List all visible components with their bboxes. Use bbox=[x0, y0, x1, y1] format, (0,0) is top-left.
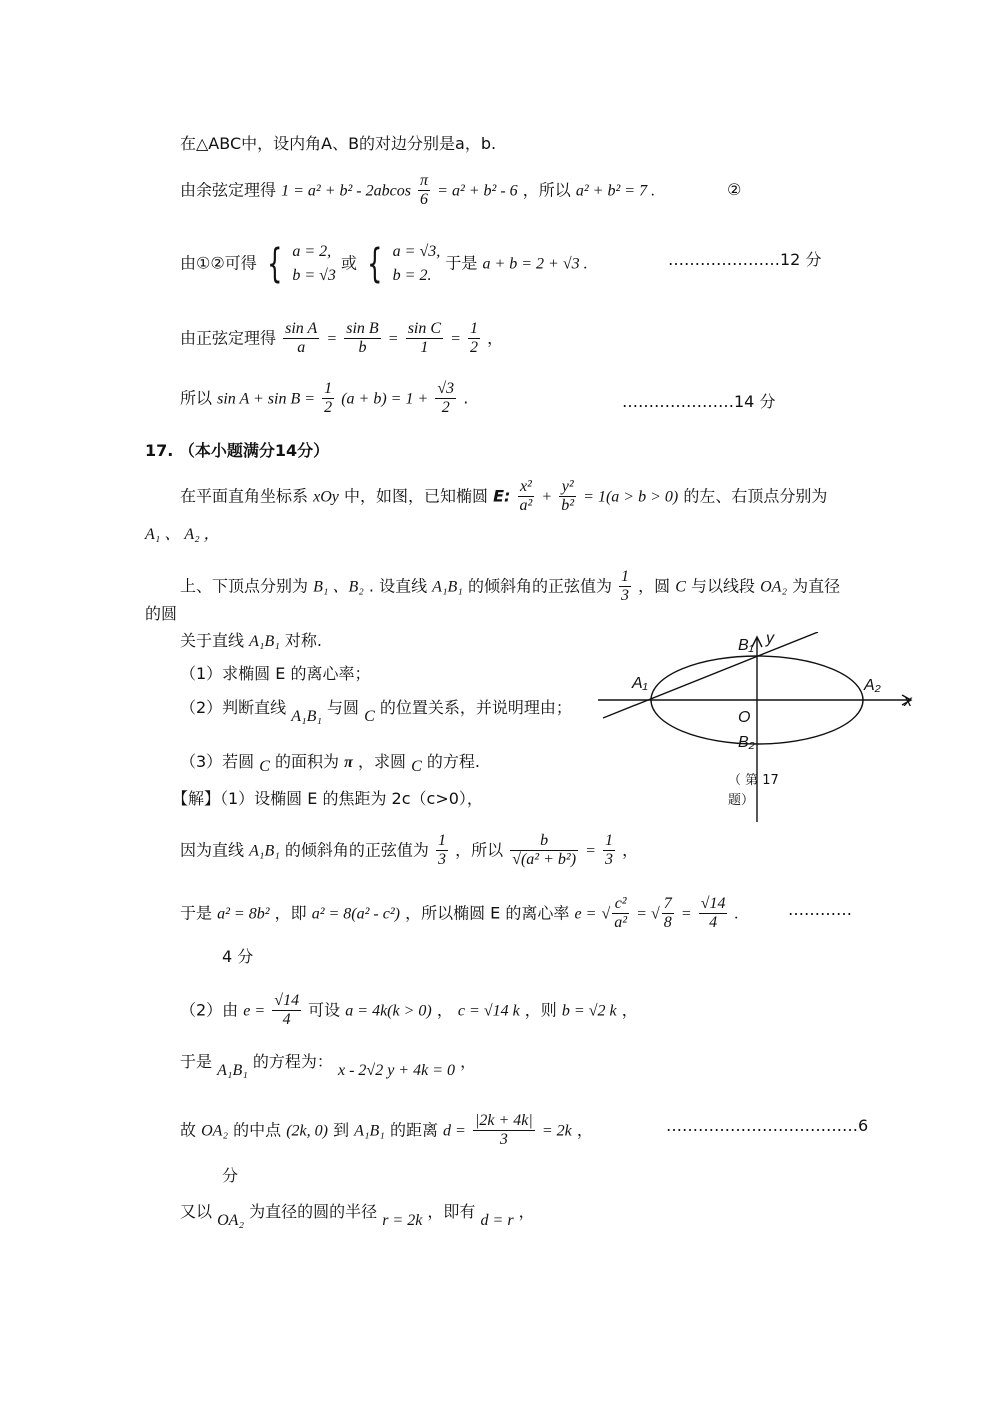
system1-a: a = 2, bbox=[292, 243, 332, 260]
den: 2 bbox=[324, 399, 333, 417]
q17-part-2 bbox=[180, 698, 572, 725]
fraction-sqrt14-4 bbox=[699, 895, 728, 933]
q17-l1f: 的左、右顶点分别为 bbox=[683, 486, 828, 506]
num: √14 bbox=[274, 992, 300, 1009]
num: √14 bbox=[700, 895, 726, 912]
fraction-one-third-2 bbox=[603, 832, 615, 870]
label-O: O bbox=[738, 709, 751, 726]
score-4: 4 分 bbox=[222, 947, 254, 966]
sol7d: 到 bbox=[333, 1120, 350, 1140]
label-B1: B₁ bbox=[738, 637, 754, 654]
den: b bbox=[344, 338, 380, 357]
num: sin B bbox=[346, 320, 379, 337]
brace-icon: { bbox=[266, 241, 283, 287]
label-A1: A₁ bbox=[632, 675, 648, 692]
line3-prefix: 由①②可得 bbox=[180, 253, 257, 273]
sol9-OA2: OA₂ bbox=[217, 1212, 244, 1229]
sol7g: = 2k bbox=[541, 1122, 572, 1140]
sol6d: ， bbox=[460, 1052, 477, 1071]
score-6: ………………………………6 bbox=[666, 1116, 869, 1135]
sol5e: c = √14 k bbox=[457, 1002, 520, 1020]
num: |2k + 4k| bbox=[474, 1112, 533, 1129]
den: 3 bbox=[437, 851, 446, 869]
score-12: …………………12 分 bbox=[668, 250, 822, 269]
sol2a: 因为直线 bbox=[180, 840, 245, 860]
figure-caption-1: （ 第 17 bbox=[728, 773, 779, 788]
sol5g: b = √2 k bbox=[561, 1002, 617, 1020]
sol2b: 的倾斜角的正弦值为 bbox=[284, 840, 429, 860]
sol5b: 可设 bbox=[308, 1000, 341, 1020]
line1-text: 在△ABC中，设内角A、B的对边分别是a，b. bbox=[180, 134, 497, 153]
num: 1 bbox=[324, 380, 333, 397]
system2-b: b = 2. bbox=[392, 267, 432, 284]
score-14: …………………14 分 bbox=[622, 392, 776, 411]
q17-p3-circle2: C bbox=[411, 758, 422, 775]
sol3e: ，所以椭圆 E 的离心率 bbox=[405, 903, 570, 923]
num: y² bbox=[561, 478, 574, 495]
system-1 bbox=[292, 240, 336, 288]
sol5f: ，则 bbox=[524, 1000, 557, 1020]
label-B2: B₂ bbox=[738, 734, 755, 751]
sol5c: a = 4k(k > 0) bbox=[345, 1002, 432, 1020]
den: 3 bbox=[473, 1130, 535, 1149]
circle-2: ② bbox=[727, 180, 742, 199]
fraction-distance bbox=[473, 1112, 535, 1150]
q17-part-1: （1）求椭圆 E 的离心率； bbox=[180, 664, 371, 683]
sol7h: ， bbox=[576, 1120, 593, 1140]
den: 2 bbox=[470, 339, 479, 357]
q17-p2-line: A₁B₁ bbox=[291, 708, 322, 725]
sol9f: ， bbox=[518, 1202, 535, 1221]
q17-l5b: A₁B₁ bbox=[249, 633, 280, 650]
q17-part-3 bbox=[180, 752, 480, 775]
line3-then: 于是 bbox=[445, 253, 478, 273]
den: a² bbox=[614, 914, 628, 932]
num: 1 bbox=[437, 832, 446, 849]
num: √3 bbox=[437, 380, 455, 397]
label-A2: A₂ bbox=[864, 677, 881, 694]
sol3a: 于是 bbox=[180, 903, 213, 923]
q17-l3f: ，圆 bbox=[638, 576, 671, 596]
label-y: y bbox=[766, 632, 774, 647]
q17-p2c: 的位置关系，并说明理由； bbox=[379, 698, 572, 717]
system1-b: b = √3 bbox=[292, 267, 336, 284]
text-line-1 bbox=[180, 134, 496, 153]
num: 1 bbox=[605, 832, 613, 849]
line4-prefix: 由正弦定理得 bbox=[180, 328, 277, 348]
sol6-line: A₁B₁ bbox=[217, 1062, 248, 1079]
sol6b: 的方程为： bbox=[252, 1052, 333, 1071]
q17-l1d: E: bbox=[493, 486, 511, 506]
q17-l1e: = 1(a > b > 0) bbox=[583, 488, 679, 506]
den: a² bbox=[519, 497, 533, 515]
frac-num: π bbox=[420, 172, 429, 189]
question-17-title: 17. （本小题满分14分） bbox=[145, 441, 330, 460]
sol9b: 为直径的圆的半径 bbox=[249, 1202, 378, 1221]
q17-l3i: OA₂ bbox=[760, 578, 788, 596]
q17-l3h: 与以线段 bbox=[691, 576, 756, 596]
q17-p2b: 与圆 bbox=[327, 698, 360, 717]
q17-line-1: 在平面直角坐标系 xOy 中，如图，已知椭圆 E: $\frac{\text{x²}}{\text{a²}}$ + $\frac{\text{y²}}{\text{b²}}$ = 1(a > b > 0) 的左、右顶点分别为 bbox=[180, 478, 828, 515]
num: 1 bbox=[621, 568, 630, 585]
fraction-7-8 bbox=[662, 895, 674, 933]
sol6c: x - 2√2 y + 4k = 0 bbox=[337, 1062, 455, 1079]
q17-p3d: 的方程. bbox=[426, 752, 480, 771]
q17-l3b: B₁ 、B₂ bbox=[313, 578, 364, 596]
q17-p3a: （3）若圆 bbox=[180, 752, 255, 771]
q17-p2-circle: C bbox=[364, 708, 375, 725]
line2-result: a² + b² = 7 . bbox=[575, 182, 656, 200]
solution-line-3: 于是 a² = 8b² ，即 a² = 8(a² - c²) ，所以椭圆 E 的离心率 e = √ $\frac{\text{c²}}{\text{a²}}$ = √ $\frac{7}{8}$ = $\frac{√14}{4}$ . bbox=[180, 895, 739, 932]
den: 3 bbox=[621, 587, 630, 605]
num: x² bbox=[519, 478, 532, 495]
solution-line-6 bbox=[180, 1052, 477, 1079]
sol5-e: e = bbox=[243, 1002, 266, 1020]
text-line-2 bbox=[180, 172, 655, 210]
sol5h: ， bbox=[621, 1000, 638, 1020]
q17-l5a: 关于直线 bbox=[180, 631, 245, 650]
num: 7 bbox=[663, 895, 672, 912]
q17-l3j: 为直径 bbox=[792, 576, 841, 596]
line5-math: sin A + sin B = bbox=[217, 390, 316, 408]
fraction-one-third bbox=[436, 832, 448, 870]
num: 1 bbox=[470, 320, 479, 337]
fraction-b-sqrt bbox=[510, 832, 578, 870]
sol7b: 的中点 bbox=[233, 1120, 282, 1140]
q17-line-5 bbox=[180, 631, 322, 651]
sol7c: (2k, 0) bbox=[286, 1122, 328, 1140]
sol7f: d = bbox=[443, 1122, 466, 1140]
fraction-sqrt14-4 bbox=[272, 992, 301, 1030]
fraction-half bbox=[322, 380, 334, 418]
brace-icon: { bbox=[367, 241, 383, 287]
frac-den: 6 bbox=[418, 190, 430, 209]
system-2 bbox=[393, 240, 441, 288]
solution-line-7 bbox=[180, 1112, 593, 1150]
den: 4 bbox=[272, 1010, 301, 1029]
den: 3 bbox=[605, 851, 613, 869]
q17-p3-pi: π bbox=[344, 754, 353, 771]
den: 1 bbox=[406, 338, 443, 357]
q17-line-4: 的圆 bbox=[145, 604, 178, 623]
q17-p3-circle: C bbox=[259, 758, 270, 775]
ellipse-figure bbox=[598, 632, 918, 832]
q17-l3d: A₁B₁ bbox=[432, 578, 463, 596]
q17-l5c: 对称. bbox=[284, 631, 322, 650]
q17-l1a: 在平面直角坐标系 bbox=[180, 486, 309, 506]
den: 4 bbox=[699, 913, 728, 932]
sol7-OA2: OA₂ bbox=[201, 1122, 228, 1140]
text-line-4: 由正弦定理得 $\frac{\text{sin A}}{a}$ = $\frac{\text{sin B}}{b}$ = $\frac{\text{sin C}}{1}$ = $\frac{1}{2}$ ， bbox=[180, 320, 504, 357]
den: b² bbox=[561, 497, 575, 515]
line2-prefix: 由余弦定理得 bbox=[180, 180, 277, 200]
line3-or: 或 bbox=[341, 253, 358, 273]
sol9d: ，即有 bbox=[427, 1202, 476, 1221]
text-line-5: 所以 sin A + sin B = $\frac{1}{2}$ (a + b) = 1 + $\frac{√3}{2}$ . bbox=[180, 380, 469, 417]
num: sin C bbox=[407, 320, 442, 337]
fraction-y2-b2 bbox=[559, 478, 576, 516]
q17-p3b: 的面积为 bbox=[275, 752, 340, 771]
num: b bbox=[540, 832, 549, 849]
solution-line-5 bbox=[180, 992, 638, 1030]
sol9e: d = r bbox=[480, 1212, 514, 1229]
fraction-c2-a2 bbox=[612, 895, 629, 933]
solution-line-9 bbox=[180, 1202, 535, 1229]
sol7e: 的距离 bbox=[389, 1120, 438, 1140]
sol3d: a² = 8(a² - c²) bbox=[311, 905, 400, 923]
fraction-sinC bbox=[406, 320, 443, 358]
line5-prefix: 所以 bbox=[180, 388, 213, 408]
num: sin A bbox=[285, 320, 318, 337]
fraction-half bbox=[468, 320, 480, 358]
solution-line-2: 因为直线 A₁B₁ 的倾斜角的正弦值为 $\frac{1}{3}$ ，所以 $\frac{b}{\text{√(a² + b²)}}$ = $\frac{1}{3}$ ， bbox=[180, 832, 639, 869]
sol5d: ， bbox=[436, 1000, 453, 1020]
sol9c: r = 2k bbox=[382, 1212, 423, 1229]
sol3-e: e = bbox=[574, 905, 597, 923]
fraction-sqrt3-half bbox=[435, 380, 456, 418]
q17-l3e: 的倾斜角的正弦值为 bbox=[467, 576, 612, 596]
score-6-unit: 分 bbox=[222, 1166, 239, 1185]
q17-line-2: A₁ 、 A₂ ， bbox=[145, 526, 220, 543]
q17-p3c: ，求圆 bbox=[357, 752, 406, 771]
sol3b: a² = 8b² bbox=[217, 905, 270, 923]
sol7-line: A₁B₁ bbox=[354, 1122, 385, 1140]
num: c² bbox=[614, 895, 627, 912]
line3-result: a + b = 2 + √3 . bbox=[482, 255, 588, 273]
fraction-sinB bbox=[344, 320, 380, 358]
fraction-x2-a2 bbox=[518, 478, 535, 516]
score-4-dots: ………… bbox=[788, 900, 852, 919]
line5-mid: (a + b) = 1 + bbox=[341, 390, 429, 408]
sol9a: 又以 bbox=[180, 1202, 213, 1221]
text-line-3 bbox=[180, 240, 588, 288]
sol5a: （2）由 bbox=[180, 1000, 239, 1020]
system2-a: a = √3, bbox=[392, 243, 441, 260]
figure-caption-2: 题） bbox=[728, 793, 755, 808]
line2-mid: = a² + b² - 6 bbox=[437, 182, 518, 200]
den: a bbox=[283, 338, 319, 357]
label-x: x bbox=[904, 693, 912, 710]
den: 8 bbox=[663, 914, 672, 932]
fraction-sinA bbox=[283, 320, 319, 358]
q17-p2a: （2）判断直线 bbox=[180, 698, 287, 717]
q17-l3c: . 设直线 bbox=[368, 576, 428, 596]
line2-fraction bbox=[418, 172, 430, 210]
den: √(a² + b²) bbox=[512, 851, 577, 869]
q17-line-3 bbox=[180, 568, 840, 606]
solution-line-1: 【解】（1）设椭圆 E 的焦距为 2c（c>0）， bbox=[172, 789, 483, 808]
sol7a: 故 bbox=[180, 1120, 197, 1140]
q17-l3a: 上、下顶点分别为 bbox=[180, 576, 309, 596]
sol2c: ，所以 bbox=[455, 840, 504, 860]
line2-math: 1 = a² + b² - 2abcos bbox=[281, 182, 411, 200]
den: 2 bbox=[435, 398, 456, 417]
sol2-line: A₁B₁ bbox=[249, 842, 280, 860]
fraction-one-third bbox=[619, 568, 631, 606]
q17-l3g: C bbox=[675, 578, 686, 596]
sol6a: 于是 bbox=[180, 1052, 213, 1071]
sol3c: ，即 bbox=[274, 903, 307, 923]
q17-l1c: 中，如图，已知椭圆 bbox=[343, 486, 488, 506]
line2-so: ，所以 bbox=[522, 180, 571, 200]
q17-l1b: xOy bbox=[313, 488, 339, 506]
